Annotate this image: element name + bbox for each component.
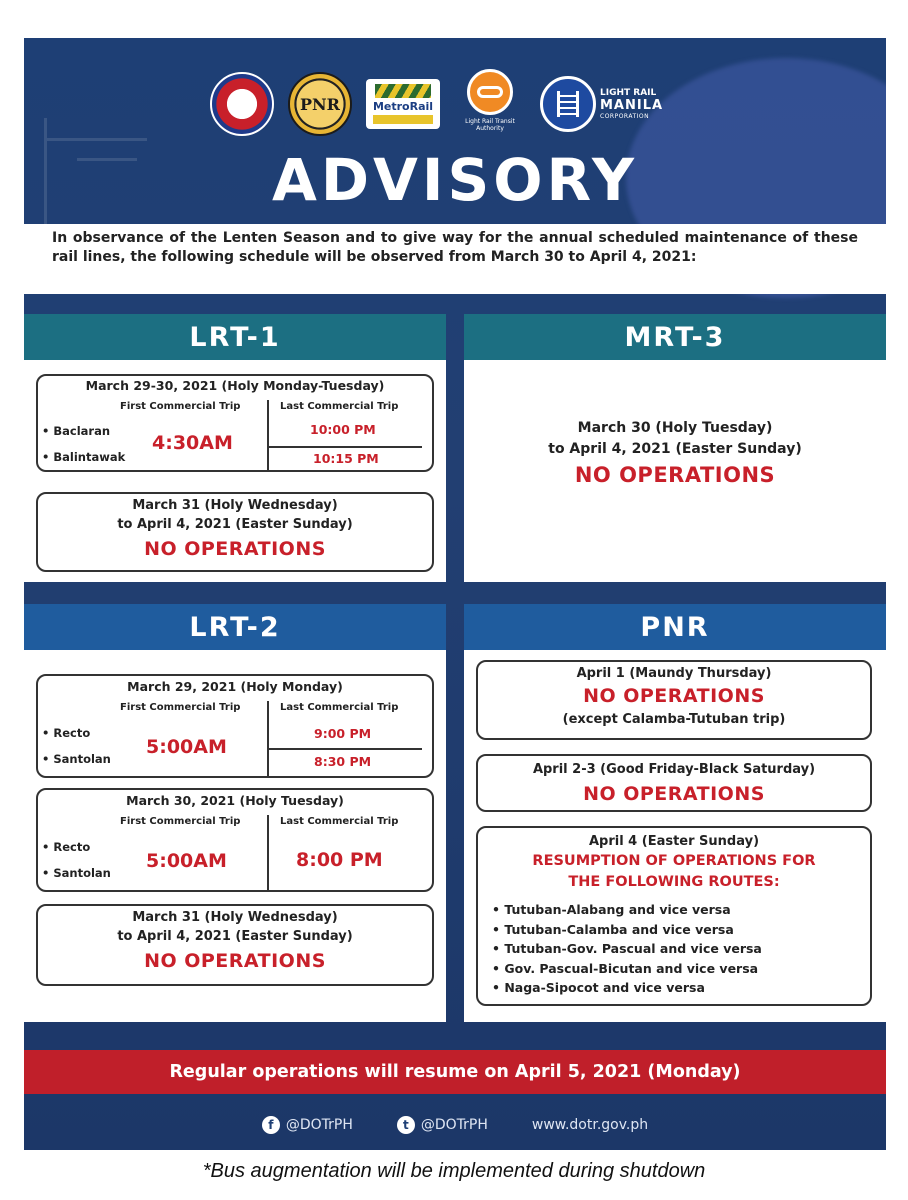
facebook-link[interactable] <box>262 1116 353 1134</box>
lrt2-closure-line1: March 31 (Holy Wednesday) <box>132 910 338 925</box>
lrmc-line1: LIGHT RAIL <box>600 88 657 98</box>
lrmc-line2: MANILA <box>600 98 664 113</box>
lrta-logo <box>454 69 526 139</box>
metrorail-stripes-icon <box>375 84 431 98</box>
pnr-box-easter-sunday <box>476 826 872 1006</box>
agency-logos <box>210 68 663 140</box>
lrt2-closure-box <box>36 904 434 986</box>
lrt1-closure-box <box>36 492 434 572</box>
lrt2-no-operations: NO OPERATIONS <box>144 950 326 972</box>
page-title: ADVISORY <box>271 146 639 214</box>
lrt2-s2-station-recto: • Recto <box>42 840 91 854</box>
lrt2-s2-last-trip-head: Last Commercial Trip <box>280 816 399 827</box>
pnr-route-item: • Tutuban-Alabang and vice versa <box>492 902 731 917</box>
lrt2-s1-station-santolan: • Santolan <box>42 752 111 766</box>
lrt1-first-time: 4:30AM <box>152 432 233 454</box>
pnr-box-maundy-thursday <box>476 660 872 740</box>
dotr-seal-icon <box>210 72 274 136</box>
lrt2-header: LRT-2 <box>24 604 446 650</box>
lrt1-station-balintawak: • Balintawak <box>42 450 126 464</box>
pnr-box1-note: (except Calamba-Tutuban trip) <box>562 712 786 727</box>
advisory-poster <box>24 38 886 1150</box>
mrt3-no-operations: NO OPERATIONS <box>574 463 776 487</box>
facebook-handle: @DOTrPH <box>285 1117 353 1133</box>
pnr-box3-resume-line2: THE FOLLOWING ROUTES: <box>568 874 780 890</box>
twitter-handle: @DOTrPH <box>420 1117 488 1133</box>
footnote: *Bus augmentation will be implemented during shutdown <box>202 1160 706 1182</box>
lrt2-closure-line2: to April 4, 2021 (Easter Sunday) <box>117 929 353 944</box>
intro-text: In observance of the Lenten Season and to give way for the annual scheduled maintenance of these rail lines, the following schedule will be observed from March 30 to April 4, 2021: <box>24 224 886 294</box>
facebook-icon: f <box>262 1116 280 1134</box>
lrt2-s1-first-time: 5:00AM <box>146 736 227 758</box>
pnr-header: PNR <box>464 604 886 650</box>
lrt2-s2-first-time: 5:00AM <box>146 850 227 872</box>
lrt2-s1-last-trip-head: Last Commercial Trip <box>280 702 399 713</box>
lrt2-schedule1-title: March 29, 2021 (Holy Monday) <box>127 679 343 694</box>
lrt1-schedule-title: March 29-30, 2021 (Holy Monday-Tuesday) <box>85 378 385 393</box>
lrmc-line3: CORPORATION <box>600 113 650 120</box>
metrorail-bar <box>373 115 433 124</box>
lrt1-panel <box>24 314 446 582</box>
resume-banner: Regular operations will resume on April 5, 2021 (Monday) <box>24 1050 886 1094</box>
twitter-icon: t <box>397 1116 415 1134</box>
lrt1-last-trip-head: Last Commercial Trip <box>280 401 399 412</box>
lrt1-last-time-baclaran: 10:00 PM <box>310 422 376 437</box>
pnr-logo <box>288 72 352 136</box>
metrorail-logo-text: MetroRail <box>372 100 434 113</box>
mrt3-panel <box>464 314 886 582</box>
lrmc-track-icon <box>540 76 596 132</box>
lrt1-no-operations: NO OPERATIONS <box>144 538 326 560</box>
lrt2-s1-last-time-recto: 9:00 PM <box>314 726 372 741</box>
lrt2-s1-station-recto: • Recto <box>42 726 91 740</box>
pnr-logo-text: PNR <box>300 94 340 114</box>
pnr-box-good-friday <box>476 754 872 812</box>
lrt1-last-time-balintawak: 10:15 PM <box>313 451 379 466</box>
lrt2-schedule2-title: March 30, 2021 (Holy Tuesday) <box>126 793 344 808</box>
lrta-circle-icon <box>467 69 513 115</box>
twitter-link[interactable] <box>397 1116 488 1134</box>
lrt1-schedule-box <box>36 374 434 472</box>
lrt2-schedule1-box <box>36 674 434 778</box>
pnr-route-item: • Tutuban-Calamba and vice versa <box>492 921 734 937</box>
pnr-route-list <box>492 900 762 998</box>
lrt1-station-baclaran: • Baclaran <box>42 424 111 438</box>
pnr-box2-title: April 2-3 (Good Friday-Black Saturday) <box>532 762 816 777</box>
pnr-box3-resume-line1: RESUMPTION OF OPERATIONS FOR <box>532 853 816 869</box>
mrt3-closure-line1: March 30 (Holy Tuesday) <box>577 420 773 436</box>
lrt2-panel <box>24 604 446 1022</box>
lrt2-s1-last-time-santolan: 8:30 PM <box>314 754 372 769</box>
lrt1-closure-line1: March 31 (Holy Wednesday) <box>132 498 338 513</box>
lrmc-logo <box>540 76 663 132</box>
pnr-route-item: • Naga-Sipocot and vice versa <box>492 980 705 995</box>
lrt2-s1-first-trip-head: First Commercial Trip <box>120 702 241 713</box>
lrt2-s2-last-time: 8:00 PM <box>296 849 383 871</box>
metrorail-logo <box>366 79 440 129</box>
mrt3-header: MRT-3 <box>464 314 886 360</box>
mrt3-closure-line2: to April 4, 2021 (Easter Sunday) <box>548 441 802 457</box>
website-link[interactable]: www.dotr.gov.ph <box>531 1117 649 1133</box>
pnr-route-item: • Tutuban-Gov. Pascual and vice versa <box>492 941 762 956</box>
pnr-box1-title: April 1 (Maundy Thursday) <box>576 666 772 681</box>
pnr-route-item: • Gov. Pascual-Bicutan and vice versa <box>492 960 759 976</box>
lrt1-first-trip-head: First Commercial Trip <box>120 401 241 412</box>
lrt2-s2-first-trip-head: First Commercial Trip <box>120 816 241 827</box>
lrt2-schedule2-box <box>36 788 434 892</box>
pnr-panel <box>464 604 886 1022</box>
lrta-logo-text: Light Rail Transit Authority <box>465 118 515 132</box>
pnr-box3-title: April 4 (Easter Sunday) <box>588 834 760 849</box>
lrt2-s2-station-santolan: • Santolan <box>42 866 111 880</box>
footer <box>24 1104 886 1146</box>
pnr-box1-no-operations: NO OPERATIONS <box>583 685 765 707</box>
lrt1-closure-line2: to April 4, 2021 (Easter Sunday) <box>117 517 353 532</box>
lrt1-header: LRT-1 <box>24 314 446 360</box>
pnr-box2-no-operations: NO OPERATIONS <box>583 783 765 805</box>
